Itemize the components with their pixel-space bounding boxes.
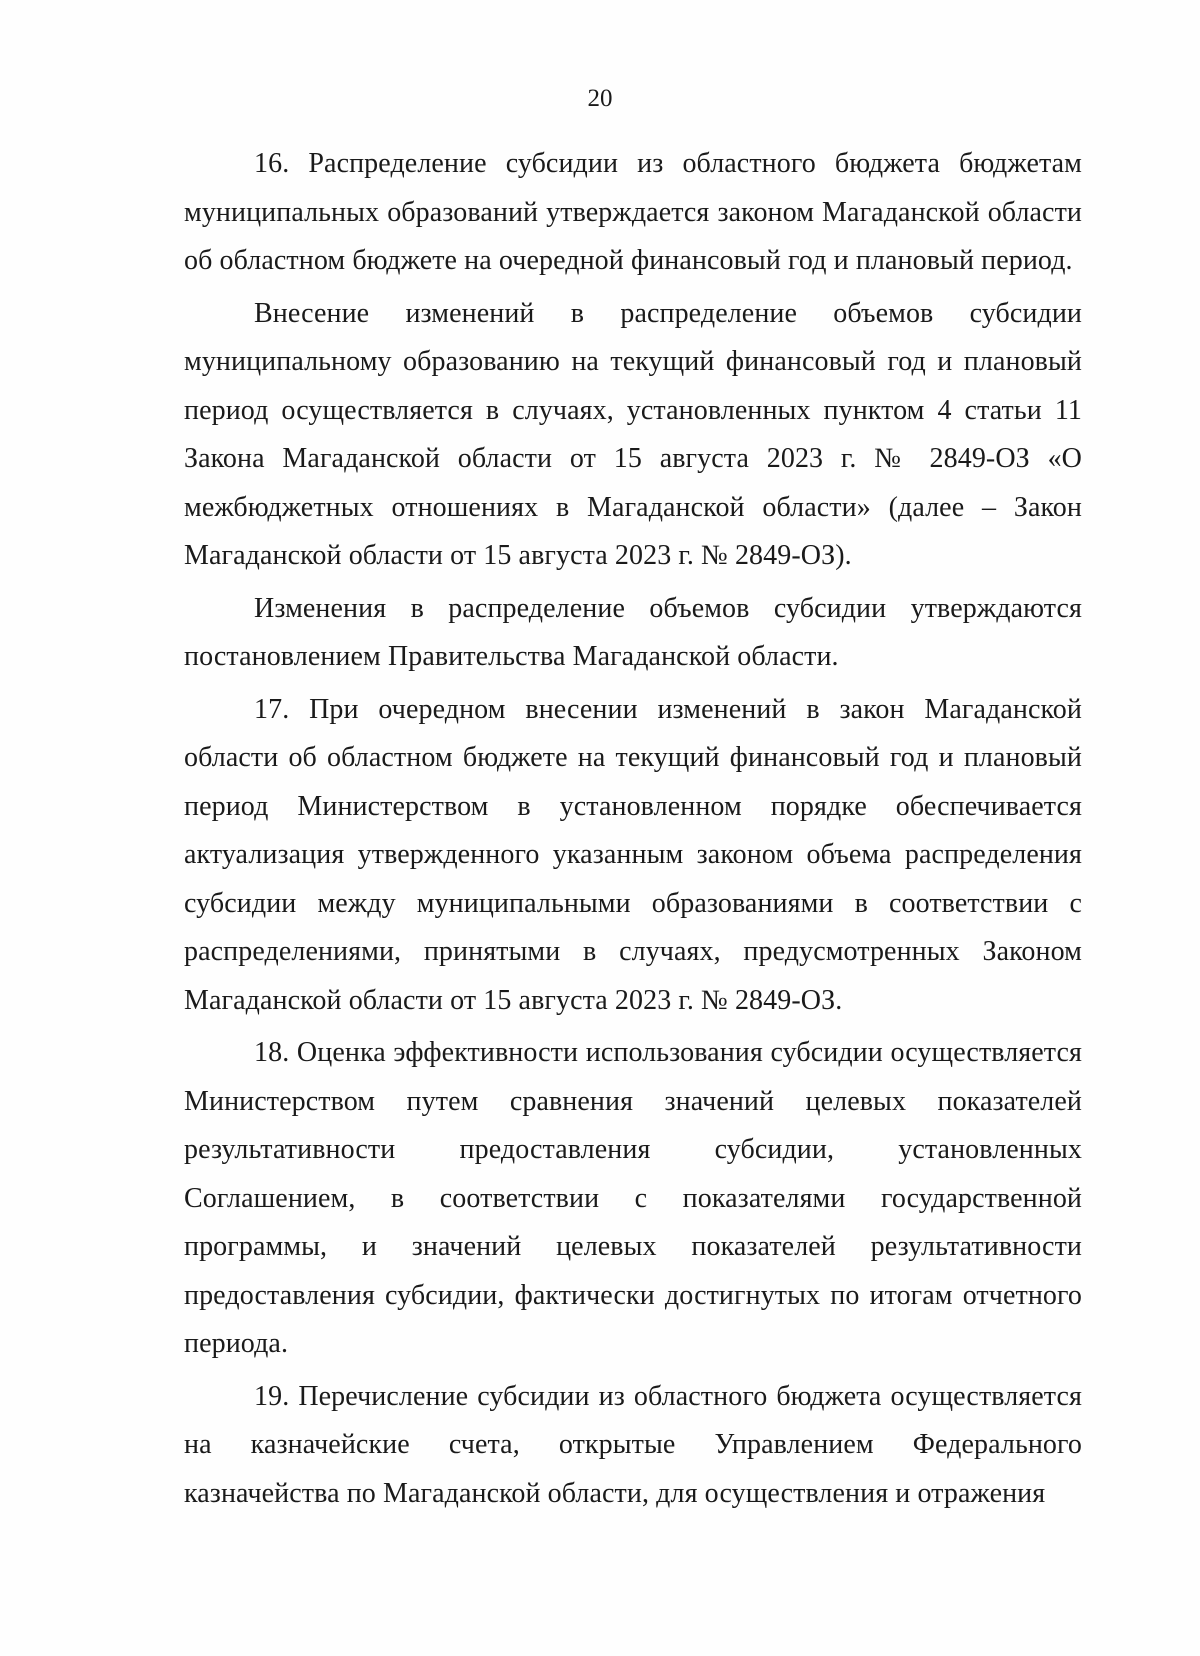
paragraph-19: 19. Перечисление субсидии из областного бюджета осуществляется на казначейские счета, открытые Управлением Федерального казначейства по Магаданской области, для осуществления и отражения bbox=[184, 1380, 1082, 1509]
page-number: 20 bbox=[587, 85, 613, 112]
paragraph-changes-approval: Изменения в распределение объемов субсидии утверждаются постановлением Правительства Магаданской области. bbox=[184, 592, 1082, 672]
document-body bbox=[184, 140, 1082, 1518]
paragraph-16: 16. Распределение субсидии из областного бюджета бюджетам муниципальных образований утверждается законом Магаданской области об областном бюджете на очередной финансовый год и плановый период. bbox=[184, 148, 1082, 276]
paragraph-amendments: Внесение изменений в распределение объемов субсидии муниципальному образованию на текущий финансовый год и плановый период осуществляется в случаях, установленных пунктом 4 статьи 11 Закона Магаданской области от 15 августа 2023 г. № 2849-ОЗ «О межбюджетных отношениях в Магаданской области» (далее – Закон Магаданской области от 15 августа 2023 г. № 2849-ОЗ). bbox=[184, 297, 1082, 571]
paragraph-18: 18. Оценка эффективности использования субсидии осуществляется Министерством путем сравнения значений целевых показателей результативности предоставления субсидии, установленных Соглашением, в соответствии с показателями государственной программы, и значений целевых показателей результативности предоставления субсидии, фактически достигнутых по итогам отчетного периода. bbox=[184, 1037, 1082, 1359]
paragraph-17: 17. При очередном внесении изменений в закон Магаданской области об областном бюджете на текущий финансовый год и плановый период Министерством в установленном порядке обеспечивается актуализация утвержденного указанным законом объема распределения субсидии между муниципальными образованиями в соответствии с распределениями, принятыми в случаях, предусмотренных Законом Магаданской области от 15 августа 2023 г. № 2849-ОЗ. bbox=[184, 693, 1082, 1016]
